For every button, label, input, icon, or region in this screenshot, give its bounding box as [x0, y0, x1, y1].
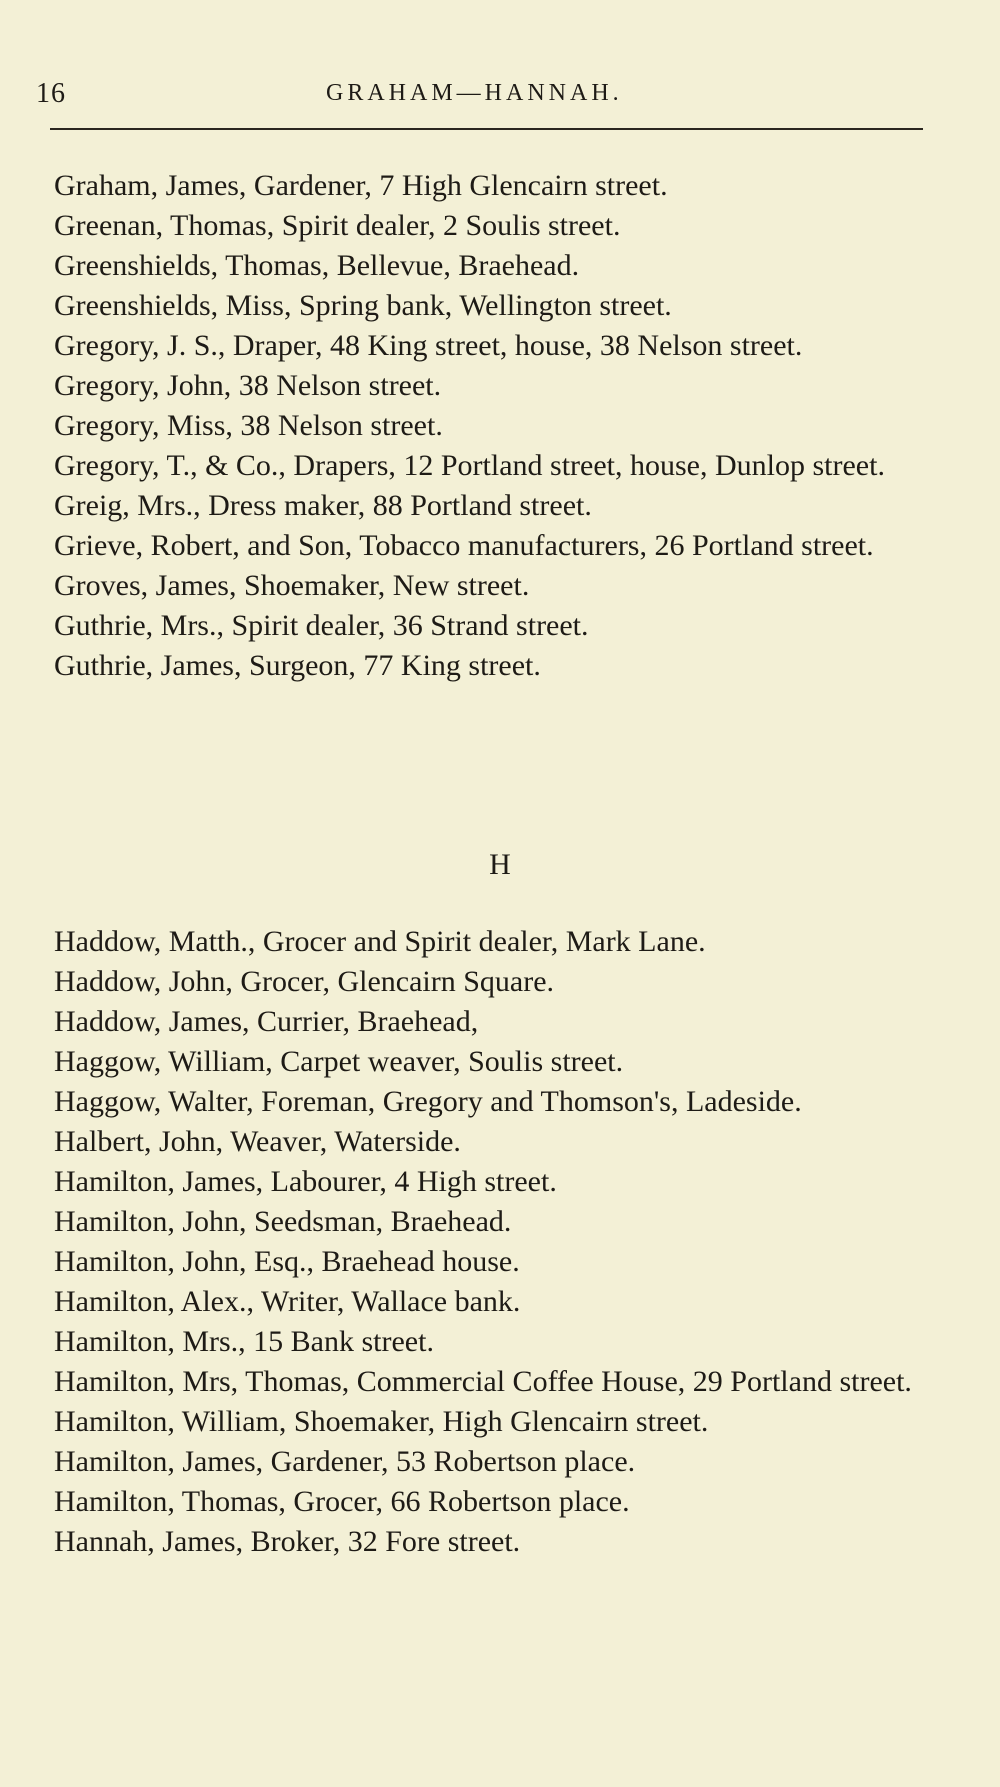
list-item: Haddow, James, Currier, Braehead, [54, 1005, 479, 1038]
list-item: Hamilton, John, Seedsman, Braehead. [54, 1205, 512, 1238]
letter-heading: H [489, 848, 511, 881]
running-head: GRAHAM—HANNAH. [326, 80, 623, 106]
list-item: Guthrie, Mrs., Spirit dealer, 36 Strand street. [54, 609, 589, 642]
header-rule [50, 128, 923, 130]
list-item: Halbert, John, Weaver, Waterside. [54, 1125, 461, 1158]
list-item: Hamilton, James, Gardener, 53 Robertson place. [54, 1445, 636, 1478]
list-item: Haggow, Walter, Foreman, Gregory and Thomson's, Ladeside. [54, 1085, 802, 1118]
list-item: Haggow, William, Carpet weaver, Soulis street. [54, 1045, 624, 1078]
list-item: Haddow, Matth., Grocer and Spirit dealer, Mark Lane. [54, 925, 706, 958]
list-item: Hannah, James, Broker, 32 Fore street. [54, 1525, 521, 1558]
list-item: Hamilton, Thomas, Grocer, 66 Robertson place. [54, 1485, 630, 1518]
list-item: Hamilton, James, Labourer, 4 High street. [54, 1165, 557, 1198]
list-item: Grieve, Robert, and Son, Tobacco manufacturers, 26 Portland street. [54, 529, 874, 562]
list-item: Gregory, John, 38 Nelson street. [54, 369, 442, 402]
list-item: Gregory, Miss, 38 Nelson street. [54, 409, 443, 442]
entries-g [54, 166, 959, 686]
list-item: Hamilton, William, Shoemaker, High Glencairn street. [54, 1405, 709, 1438]
list-item: Hamilton, John, Esq., Braehead house. [54, 1245, 520, 1278]
list-item: Greenshields, Thomas, Bellevue, Braehead. [54, 249, 580, 282]
page-number: 16 [36, 78, 66, 109]
list-item: Greenan, Thomas, Spirit dealer, 2 Soulis street. [54, 209, 621, 242]
list-item: Hamilton, Alex., Writer, Wallace bank. [54, 1285, 521, 1318]
entries-h [54, 922, 959, 1562]
list-item: Graham, James, Gardener, 7 High Glencairn street. [54, 169, 668, 202]
list-item: Gregory, J. S., Draper, 48 King street, house, 38 Nelson street. [54, 329, 803, 362]
list-item: Haddow, John, Grocer, Glencairn Square. [54, 965, 555, 998]
page-header [36, 78, 956, 122]
list-item: Gregory, T., & Co., Drapers, 12 Portland street, house, Dunlop street. [54, 449, 885, 482]
list-item: Guthrie, James, Surgeon, 77 King street. [54, 649, 541, 682]
list-item: Greenshields, Miss, Spring bank, Wellington street. [54, 289, 672, 322]
list-item: Hamilton, Mrs, Thomas, Commercial Coffee House, 29 Portland street. [54, 1365, 912, 1398]
list-item: Hamilton, Mrs., 15 Bank street. [54, 1325, 434, 1358]
list-item: Groves, James, Shoemaker, New street. [54, 569, 530, 602]
list-item: Greig, Mrs., Dress maker, 88 Portland street. [54, 489, 592, 522]
